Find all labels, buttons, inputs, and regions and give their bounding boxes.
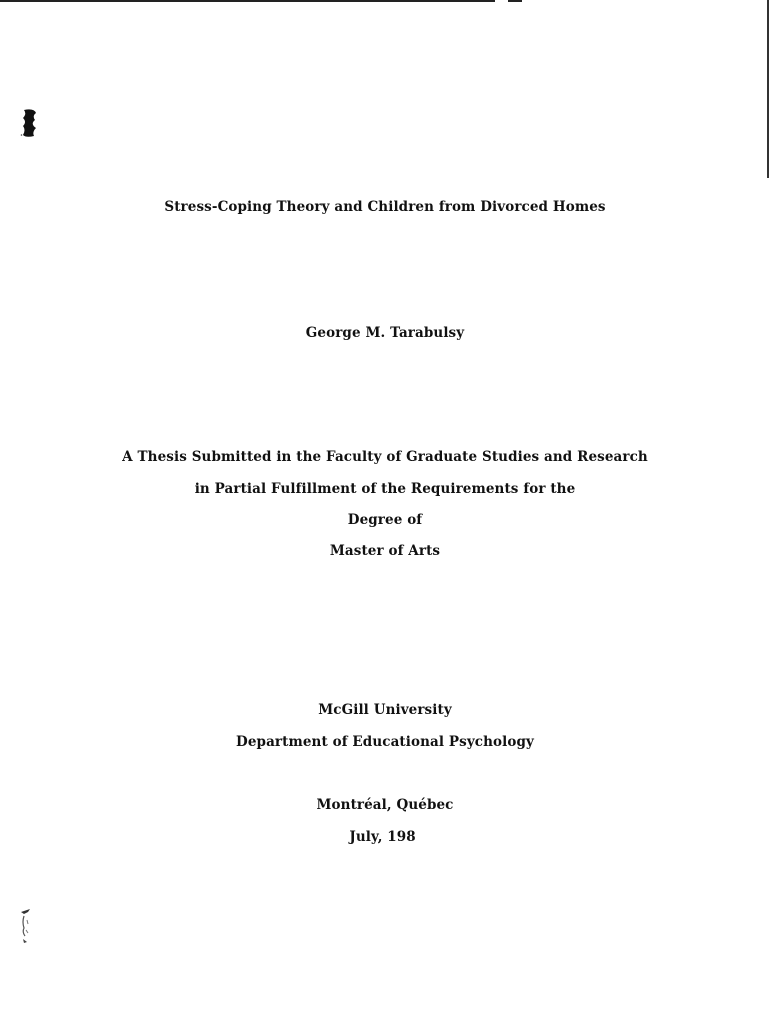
submission-statement-line-3: Degree of [347, 512, 423, 528]
submission-date: July, 198 [349, 829, 421, 845]
submission-statement-line-1: A Thesis Submitted in the Faculty of Graduate Studies and Research [122, 449, 648, 465]
thesis-title: Stress-Coping Theory and Children from Divorced Homes [164, 199, 606, 215]
scan-edge-line [767, 0, 769, 178]
scan-smudge-mark [18, 908, 34, 944]
author-name: George M. Tarabulsy [305, 325, 465, 341]
scan-edge-line [508, 0, 522, 2]
submission-statement-line-2: in Partial Fulfillment of the Requirements for the [194, 481, 576, 497]
university-name: McGill University [318, 702, 452, 718]
binding-hole-mark [20, 108, 38, 138]
degree-name: Master of Arts [329, 543, 441, 559]
location: Montréal, Québec [316, 797, 454, 813]
department-name: Department of Educational Psychology [236, 734, 534, 750]
scan-edge-line [0, 0, 495, 2]
